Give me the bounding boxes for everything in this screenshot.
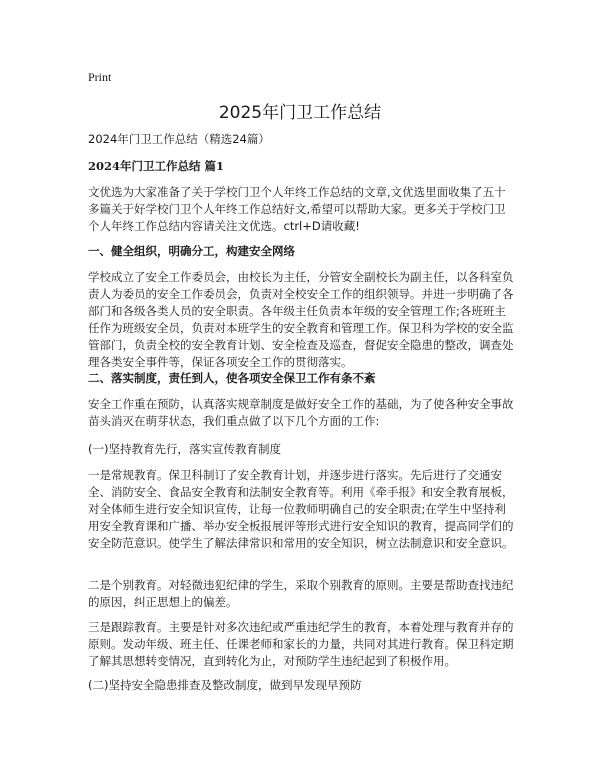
paragraph-routine-education: 一是常规教育。保卫科制订了安全教育计划，并逐步进行落实。先后进行了交通安全、消防安全、食品安全教育和法制安全教育等。利用《牵手报》和安全教育展板，对全体师生进行安全知识宣传，让每一位教师明确自己的安全职责;在学生中坚持利用安全教育课和广播、举办安全板报展评等形式进行安全知识的教育，提高同学们的安全防范意识。使学生了解法律常识和常用的安全知识，树立法制意识和安全意识。 — [88, 468, 514, 550]
document-subtitle: 2024年门卫工作总结（精选24篇） — [88, 132, 270, 146]
page-title: 2025年门卫工作总结 — [218, 103, 382, 123]
intro-paragraph: 文优选为大家准备了关于学校门卫个人年终工作总结的文章,文优选里面收集了五十多篇关于好学校门卫个人年终工作总结好文,希望可以帮助大家。更多关于学校门卫个人年终工作总结内容请关注文优选。ctrl+D请收藏! — [88, 185, 506, 233]
section-heading: 2024年门卫工作总结 篇1 — [88, 159, 225, 173]
paragraph-organization: 学校成立了安全工作委员会，由校长为主任，分管安全副校长为副主任，以各科室负责人为委员的安全工作委员会，负责对全校安全工作的组织领导。并进一步明确了各部门和各级各类人员的安全职责。各年级主任负责本年级的安全管理工作;各班班主任作为班级安全员，负责对本班学生的安全教育和管理工作。保卫科为学校的安全监管部门，负责全校的安全教育计划、安全检查及巡查，督促安全隐患的整改，调查处理各类安全事件等，保证各项安全工作的贯彻落实。 — [88, 270, 514, 369]
paragraph-tracking-education: 三是跟踪教育。主要是针对多次违纪或严重违纪学生的教育，本着处理与教育并存的原则。发动年级、班主任、任课老师和家长的力量，共同对其进行教育。保卫科定期了解其思想转变情况，直到转化为止，对预防学生违纪起到了积极作用。 — [88, 620, 514, 668]
subheading-education: (一)坚持教育先行，落实宣传教育制度 — [88, 442, 281, 456]
heading-organization: 一、健全组织，明确分工，构建安全网络 — [88, 244, 295, 258]
paragraph-prevention: 安全工作重在预防，认真落实规章制度是做好安全工作的基础，为了使各种安全事故苗头消灭在萌芽状态，我们重点做了以下几个方面的工作: — [88, 397, 514, 428]
subheading-hazard-check: (二)坚持安全隐患排查及整改制度，做到早发现早预防 — [88, 678, 362, 692]
paragraph-individual-education: 二是个别教育。对轻微违犯纪律的学生，采取个别教育的原则。主要是帮助查找违纪的原因，纠正思想上的偏差。 — [88, 578, 514, 609]
heading-system: 二、落实制度，责任到人，使各项安全保卫工作有条不紊 — [88, 371, 376, 385]
print-label[interactable]: Print — [88, 70, 112, 84]
